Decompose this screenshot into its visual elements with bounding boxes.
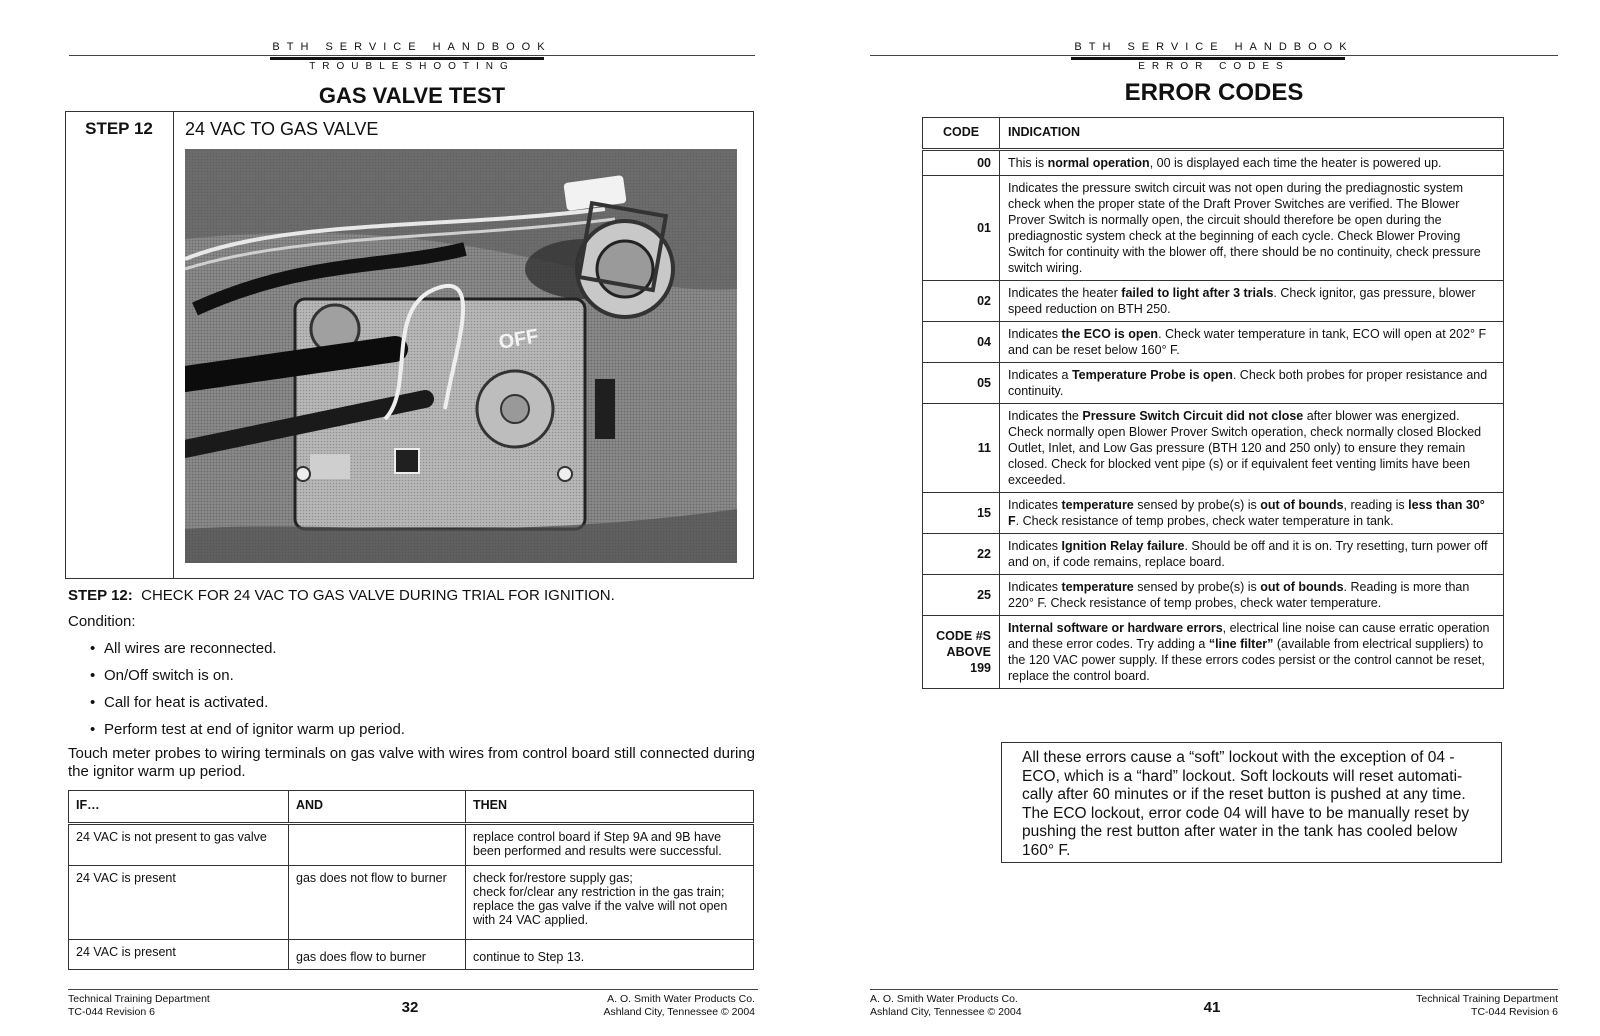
table-row bbox=[923, 575, 1504, 616]
step-divider bbox=[173, 111, 174, 579]
instruction-bold: STEP 12: bbox=[68, 587, 133, 604]
footer-rule bbox=[68, 989, 758, 990]
list-item: • Call for heat is activated. bbox=[80, 694, 740, 711]
table-cell: 24 VAC is present bbox=[69, 866, 289, 940]
list-item: • On/Off switch is on. bbox=[80, 667, 740, 684]
table-cell: replace control board if Step 9A and 9B have been performed and results were successful. bbox=[466, 824, 754, 866]
running-header: BTH SERVICE HANDBOOK bbox=[1074, 41, 1354, 53]
footer-text: A. O. Smith Water Products Co. bbox=[607, 993, 755, 1005]
table-row bbox=[923, 281, 1504, 322]
step-instruction bbox=[68, 587, 758, 604]
table-header: INDICATION bbox=[1000, 118, 1504, 150]
table-row bbox=[69, 866, 754, 940]
error-indication: Internal software or hardware errors, electrical line noise can cause erratic operation and these error codes. Try adding a “line filter” (available from electrical suppliers) to the 120 VAC power supply. If these errors codes persist or the control cannot be reset, replace the control board. bbox=[1000, 616, 1504, 689]
error-code: 04 bbox=[923, 322, 1000, 363]
table-header: CODE bbox=[923, 118, 1000, 150]
footer-text: TC-044 Revision 6 bbox=[68, 1006, 155, 1018]
error-code: 02 bbox=[923, 281, 1000, 322]
error-indication: Indicates the heater failed to light after 3 trials. Check ignitor, gas pressure, blower speed reduction on BTH 250. bbox=[1000, 281, 1504, 322]
error-indication: Indicates the pressure switch circuit was not open during the prediagnostic system check when the proper state of the Draft Prover Switches are verified. The Blower Prover Switch is normally open, the circuit should therefore be open during the prediagnostic system check at the beginning of each cycle. Check Blower Proving Switch for continuity with the blower off, there should be no continuity, check pressure switch wiring. bbox=[1000, 176, 1504, 281]
list-item: • Perform test at end of ignitor warm up period. bbox=[80, 721, 740, 738]
table-cell: continue to Step 13. bbox=[466, 940, 754, 970]
off-label: OFF bbox=[497, 325, 541, 354]
error-indication: Indicates temperature sensed by probe(s) is out of bounds. Reading is more than 220° F. Check resistance of temp probes, check water temperature. bbox=[1000, 575, 1504, 616]
page-title: GAS VALVE TEST bbox=[318, 83, 506, 108]
footer-left bbox=[870, 993, 1022, 1019]
error-codes-table bbox=[922, 117, 1504, 689]
footer-left bbox=[68, 993, 210, 1019]
footer-text: Technical Training Department bbox=[68, 993, 210, 1005]
footer-text: Technical Training Department bbox=[1416, 993, 1558, 1005]
table-row bbox=[923, 404, 1504, 493]
footer-text: A. O. Smith Water Products Co. bbox=[870, 993, 1018, 1005]
table-cell bbox=[289, 824, 466, 866]
table-row bbox=[923, 493, 1504, 534]
table-row bbox=[923, 534, 1504, 575]
table-row bbox=[69, 940, 754, 970]
footer-right bbox=[1320, 993, 1558, 1019]
lockout-note: All these errors cause a “soft” lockout with the exception of 04 - ECO, which is a “hard” lockout. Soft lockouts will reset automati-cally after 60 minutes or if the reset button is pushed at any time. The ECO lockout, error code 04 will have to be manually reset by pushing the rest button after water in the tank has cooled below 160° F. bbox=[1001, 742, 1502, 863]
table-cell: gas does flow to burner bbox=[289, 940, 466, 970]
page-number: 41 bbox=[1203, 999, 1221, 1016]
touch-instruction: Touch meter probes to wiring terminals on gas valve with wires from control board still connected during the ignitor warm up period. bbox=[68, 745, 755, 780]
footer-text: Ashland City, Tennessee © 2004 bbox=[870, 1006, 1022, 1018]
table-row bbox=[923, 176, 1504, 281]
table-row bbox=[923, 616, 1504, 689]
table-header: IF… bbox=[69, 791, 289, 824]
section-label: TROUBLESHOOTING bbox=[309, 61, 515, 72]
table-row bbox=[923, 322, 1504, 363]
error-code: 11 bbox=[923, 404, 1000, 493]
instruction-text: CHECK FOR 24 VAC TO GAS VALVE DURING TRIAL FOR IGNITION. bbox=[141, 587, 615, 604]
table-row bbox=[923, 150, 1504, 176]
error-code: 25 bbox=[923, 575, 1000, 616]
page-title: ERROR CODES bbox=[1124, 79, 1304, 106]
error-code: 00 bbox=[923, 150, 1000, 176]
error-code: 22 bbox=[923, 534, 1000, 575]
error-code: 15 bbox=[923, 493, 1000, 534]
error-indication: Indicates a Temperature Probe is open. Check both probes for proper resistance and continuity. bbox=[1000, 363, 1504, 404]
error-code: 01 bbox=[923, 176, 1000, 281]
error-indication: Indicates Ignition Relay failure. Should be off and it is on. Try resetting, turn power off and on, if code remains, replace board. bbox=[1000, 534, 1504, 575]
running-header: BTH SERVICE HANDBOOK bbox=[272, 41, 552, 53]
page-number: 32 bbox=[401, 999, 419, 1016]
table-cell: 24 VAC is not present to gas valve bbox=[69, 824, 289, 866]
table-header: THEN bbox=[466, 791, 754, 824]
table-header: AND bbox=[289, 791, 466, 824]
table-row bbox=[69, 824, 754, 866]
step-label: STEP 12 bbox=[85, 119, 153, 138]
section-bar bbox=[270, 57, 544, 60]
error-indication: Indicates the Pressure Switch Circuit did not close after blower was energized. Check normally open Blower Prover Switch operation, check normally closed Blocked Outlet, Inlet, and Low Gas pressure (BTH 120 and 250 only) to ensure they remain closed. Check for blocked vent pipe (s) or if equivalent feet venting limits have been exceeded. bbox=[1000, 404, 1504, 493]
footer-text: Ashland City, Tennessee © 2004 bbox=[603, 1006, 755, 1018]
footer-text: TC-044 Revision 6 bbox=[1471, 1006, 1558, 1018]
step-heading: 24 VAC TO GAS VALVE bbox=[185, 119, 379, 139]
footer-right bbox=[520, 993, 755, 1019]
gas-valve-photo bbox=[185, 149, 737, 563]
section-bar bbox=[1071, 57, 1345, 60]
footer-rule bbox=[870, 989, 1558, 990]
table-cell: gas does not flow to burner bbox=[289, 866, 466, 940]
error-indication: Indicates the ECO is open. Check water temperature in tank, ECO will open at 202° F and can be reset below 160° F. bbox=[1000, 322, 1504, 363]
error-indication: Indicates temperature sensed by probe(s) is out of bounds, reading is less than 30° F. Check resistance of temp probes, check water temperature in tank. bbox=[1000, 493, 1504, 534]
header-rule bbox=[69, 55, 755, 56]
error-code: CODE #S ABOVE 199 bbox=[923, 616, 1000, 689]
section-label: ERROR CODES bbox=[1138, 61, 1290, 72]
if-and-then-table bbox=[68, 790, 754, 970]
condition-list bbox=[80, 640, 740, 748]
table-header-row bbox=[69, 791, 754, 824]
table-header-row bbox=[923, 118, 1504, 150]
table-cell: check for/restore supply gas; check for/clear any restriction in the gas train; replace the gas valve if the valve will not open with 24 VAC applied. bbox=[466, 866, 754, 940]
error-code: 05 bbox=[923, 363, 1000, 404]
error-indication: This is normal operation, 00 is displayed each time the heater is powered up. bbox=[1000, 150, 1504, 176]
table-cell: 24 VAC is present bbox=[69, 940, 289, 970]
condition-label: Condition: bbox=[68, 613, 136, 630]
table-row bbox=[923, 363, 1504, 404]
list-item: • All wires are reconnected. bbox=[80, 640, 740, 657]
header-rule bbox=[870, 55, 1558, 56]
